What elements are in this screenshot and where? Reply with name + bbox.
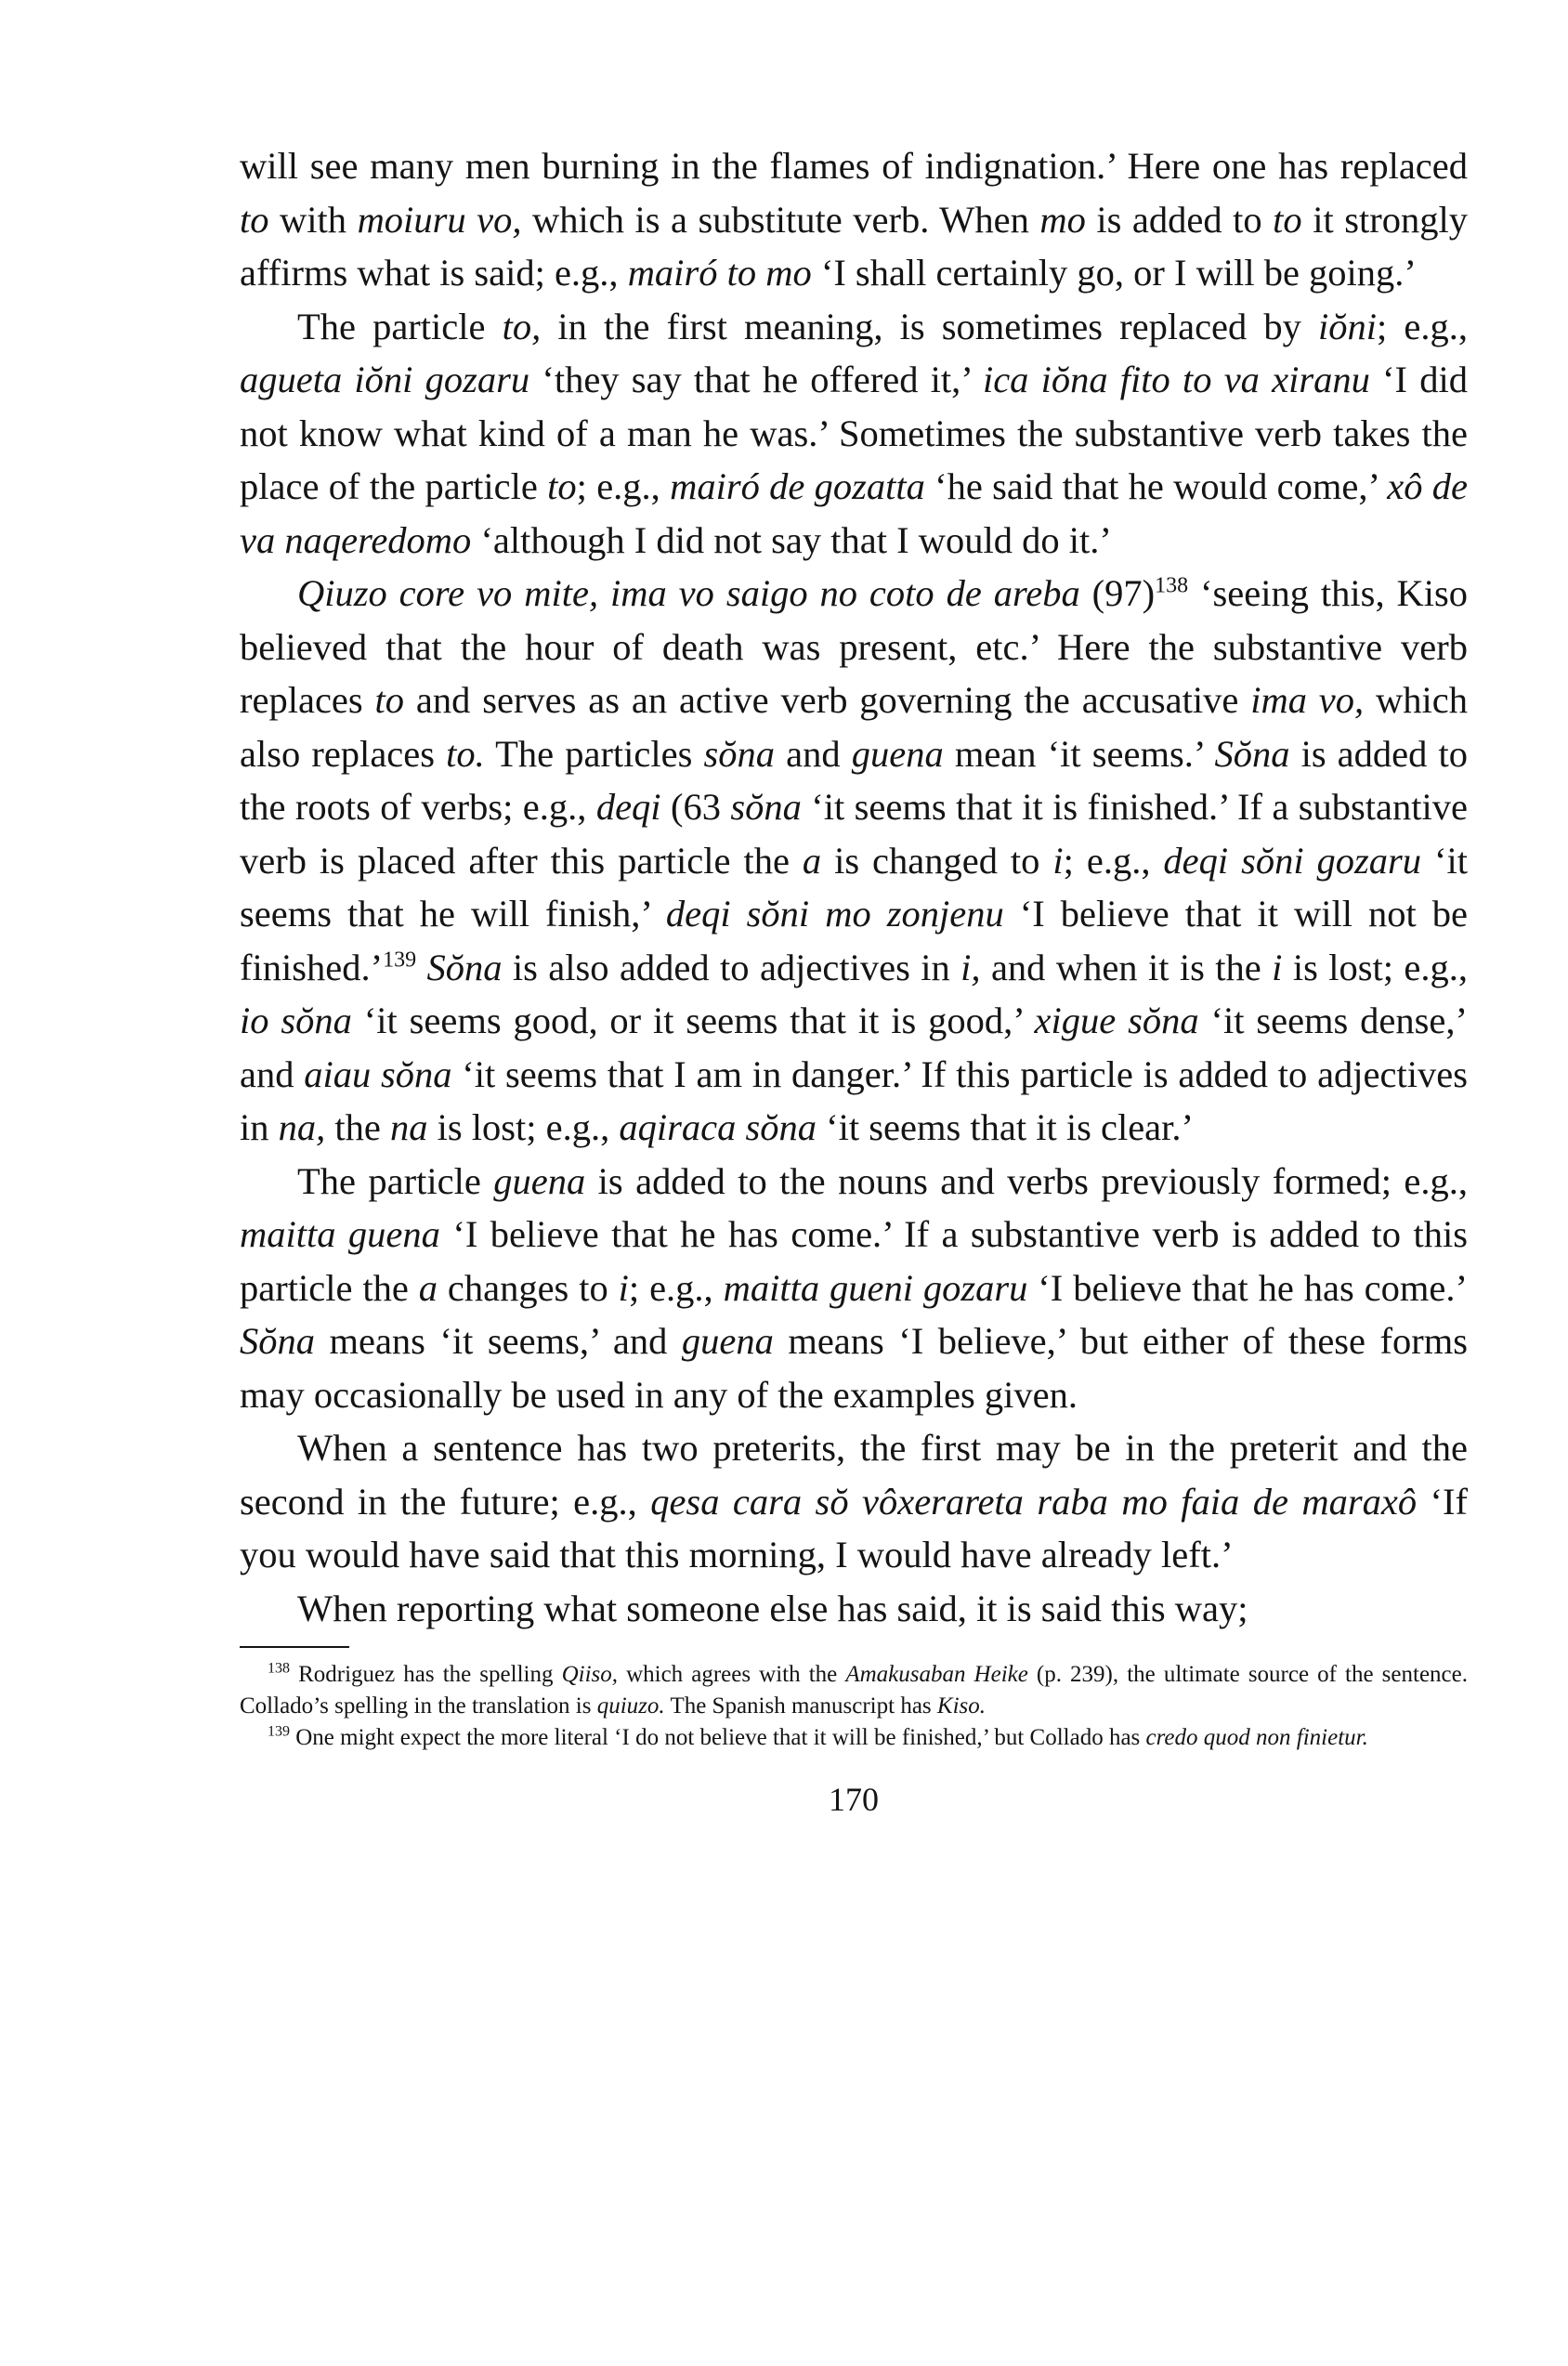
text-run: is also added to adjectives in <box>502 946 961 988</box>
italic-term: i <box>1272 946 1283 988</box>
italic-term: agueta iŏni gozaru <box>240 359 530 400</box>
text-run: ‘it seems that it is clear.’ <box>817 1106 1195 1148</box>
text-run: and <box>775 732 852 775</box>
italic-term: xigue sŏna <box>1034 1000 1199 1041</box>
italic-term: a <box>802 839 822 882</box>
italic-term: sŏna <box>703 732 776 775</box>
text-run: with <box>268 198 358 241</box>
italic-term: i, <box>960 946 981 988</box>
italic-term: guena <box>851 732 944 775</box>
text-run: ‘If you would have said that this morning, I would have already left.’ <box>240 1480 1469 1575</box>
italic-term: Sŏna <box>426 946 503 988</box>
text-run: ‘it seems dense,’ and <box>240 1000 1469 1095</box>
text-run: ‘seeing this, Kiso believed that the hour of death was present, etc.’ Here the substantive verb replaces <box>240 572 1468 721</box>
italic-term: mairó de gozatta <box>670 465 925 507</box>
italic-term: io sŏna <box>240 1000 352 1041</box>
italic-term: Sŏna <box>240 1320 315 1362</box>
text-run: which is a substitute verb. When <box>521 198 1040 241</box>
text-run: The Spanish manuscript has <box>664 1693 937 1719</box>
text-run: which agrees with the <box>618 1662 846 1687</box>
text-run: ‘they say that he offered it,’ <box>529 359 983 400</box>
text-run: ; e.g., <box>576 465 671 507</box>
italic-term: mo <box>1039 198 1086 241</box>
text-run: ‘I shall certainly go, or I will be going.’ <box>811 252 1417 294</box>
text-run: ; e.g., <box>1377 305 1468 347</box>
text-run: and serves as an active verb governing the accusative <box>404 679 1251 721</box>
italic-term: xô de va naqeredomo <box>240 465 1468 561</box>
italic-term: quiuzo. <box>596 1693 665 1719</box>
italic-term: iŏni <box>1318 305 1378 347</box>
italic-term: na, <box>278 1106 326 1148</box>
footnote-rule <box>240 1646 349 1648</box>
text-run: ; e.g., <box>1063 839 1164 882</box>
italic-term: to, <box>502 305 542 347</box>
text-run: (63 <box>660 786 731 828</box>
text-run: One might expect the more literal ‘I do not believe that it will be finished,’ but Collado has <box>290 1725 1146 1750</box>
text-run: is changed to <box>821 839 1053 882</box>
italic-term: guena <box>681 1320 774 1362</box>
italic-term: to <box>240 198 269 241</box>
text-run: Rodriguez has the spelling <box>290 1662 562 1687</box>
footnote-number: 139 <box>268 1723 290 1740</box>
paragraph <box>240 1421 1468 1582</box>
italic-term: mairó to mo <box>627 252 812 294</box>
text-run: ; e.g., <box>628 1266 724 1309</box>
footnote <box>240 1659 1468 1722</box>
italic-term: qesa cara sŏ vôxerareta raba mo faia de maraxô <box>650 1480 1418 1523</box>
page-number: 170 <box>829 1781 879 1818</box>
text-run: ‘I believe that he has come.’ <box>1027 1266 1469 1309</box>
text-run: is lost; e.g., <box>427 1106 620 1148</box>
italic-term: Kiso. <box>936 1693 986 1719</box>
paragraph <box>240 1582 1468 1636</box>
text-run: ‘it seems that I am in danger.’ If this particle is added to adjectives in <box>240 1052 1468 1148</box>
italic-term: maitta guena <box>240 1213 440 1255</box>
italic-term: to <box>1273 198 1302 241</box>
text-run: The particle <box>297 305 503 347</box>
italic-term: Sŏna <box>1214 732 1290 775</box>
text-run: ‘I did not know what kind of a man he was.’ Sometimes the substantive verb takes the place of the particle <box>240 359 1468 507</box>
italic-term: guena <box>493 1159 586 1202</box>
italic-term: Amakusaban Heike <box>845 1662 1028 1687</box>
italic-term: i <box>618 1266 629 1309</box>
text-run: and when it is the <box>980 946 1273 988</box>
paragraph <box>240 567 1468 1155</box>
body-text <box>240 139 1468 1635</box>
italic-term: maitta gueni gozaru <box>723 1266 1028 1309</box>
italic-term: to. <box>446 732 485 775</box>
text-run: is added to the nouns and verbs previously formed; e.g., <box>585 1159 1468 1202</box>
text-run: ‘it seems that he will finish,’ <box>240 839 1469 935</box>
text-run: The particles <box>484 732 704 775</box>
italic-term: ima vo, <box>1250 679 1365 721</box>
italic-term: credo quod non finietur. <box>1145 1725 1368 1750</box>
text-run: The particle <box>297 1159 494 1202</box>
text-run <box>416 947 426 988</box>
italic-term: sŏna <box>730 786 802 828</box>
text-run: is added to <box>1085 198 1274 241</box>
italic-term: aiau sŏna <box>304 1052 452 1095</box>
text-run: ‘I believe that it will not be finished.’ <box>240 893 1469 988</box>
page <box>240 139 1468 1819</box>
text-run: means ‘it seems,’ and <box>315 1320 682 1362</box>
paragraph <box>240 1155 1468 1422</box>
text-run: ‘it seems that it is finished.’ If a substantive verb is placed after this particle the <box>240 786 1468 882</box>
text-run: (97) <box>1079 572 1156 614</box>
text-run: will see many men burning in the flames of indignation.’ Here one has replaced <box>240 145 1468 187</box>
italic-term: deqi <box>595 786 661 828</box>
italic-term: deqi sŏni gozaru <box>1163 839 1422 882</box>
text-run: the <box>325 1106 390 1148</box>
text-run: in the first meaning, is sometimes replaced by <box>541 305 1318 347</box>
text-run: ‘I believe that he has come.’ If a substantive verb is added to this particle the <box>240 1213 1468 1309</box>
italic-term: na <box>390 1106 428 1148</box>
text-run: is lost; e.g., <box>1282 946 1468 988</box>
italic-term: aqiraca sŏna <box>619 1106 817 1148</box>
footnote <box>240 1722 1468 1754</box>
text-run: (p. 239), the ultimate source of the sentence. Collado’s spelling in the translation is <box>240 1662 1468 1719</box>
text-run: When a sentence has two preterits, the first may be in the preterit and the second in the future; e.g., <box>240 1427 1468 1523</box>
italic-term: Qiiso, <box>561 1662 618 1687</box>
italic-term: i <box>1052 839 1064 882</box>
text-run: ‘he said that he would come,’ <box>924 465 1388 507</box>
italic-term: to <box>547 465 577 507</box>
text-run: is added to the roots of verbs; e.g., <box>240 732 1469 828</box>
text-run: it strongly affirms what is said; e.g., <box>240 198 1468 294</box>
text-run: changes to <box>437 1266 619 1309</box>
italic-term: deqi sŏni mo zonjenu <box>665 893 1004 935</box>
italic-term: ica iŏna fito to va xiranu <box>982 359 1370 400</box>
italic-term: moiuru vo, <box>357 198 522 241</box>
footnotes <box>240 1659 1468 1754</box>
text-run: which also replaces <box>240 679 1469 775</box>
text-run: When reporting what someone else has said, it is said this way; <box>297 1587 1248 1629</box>
footnote-ref: 138 <box>1155 573 1189 598</box>
paragraph <box>240 139 1468 300</box>
italic-term: Qiuzo core vo mite, ima vo saigo no coto de areba <box>297 572 1080 614</box>
text-run: means ‘I believe,’ but either of these forms may occasionally be used in any of the examples given. <box>240 1320 1468 1416</box>
italic-term: a <box>418 1266 438 1309</box>
text-run: ‘it seems good, or it seems that it is good,’ <box>351 1000 1035 1041</box>
text-run: mean ‘it seems.’ <box>943 732 1215 775</box>
footnote-number: 138 <box>268 1660 290 1677</box>
italic-term: to <box>374 679 405 721</box>
paragraph <box>240 300 1468 568</box>
text-run: ‘although I did not say that I would do it.’ <box>471 518 1112 561</box>
footnote-ref: 139 <box>383 948 417 972</box>
